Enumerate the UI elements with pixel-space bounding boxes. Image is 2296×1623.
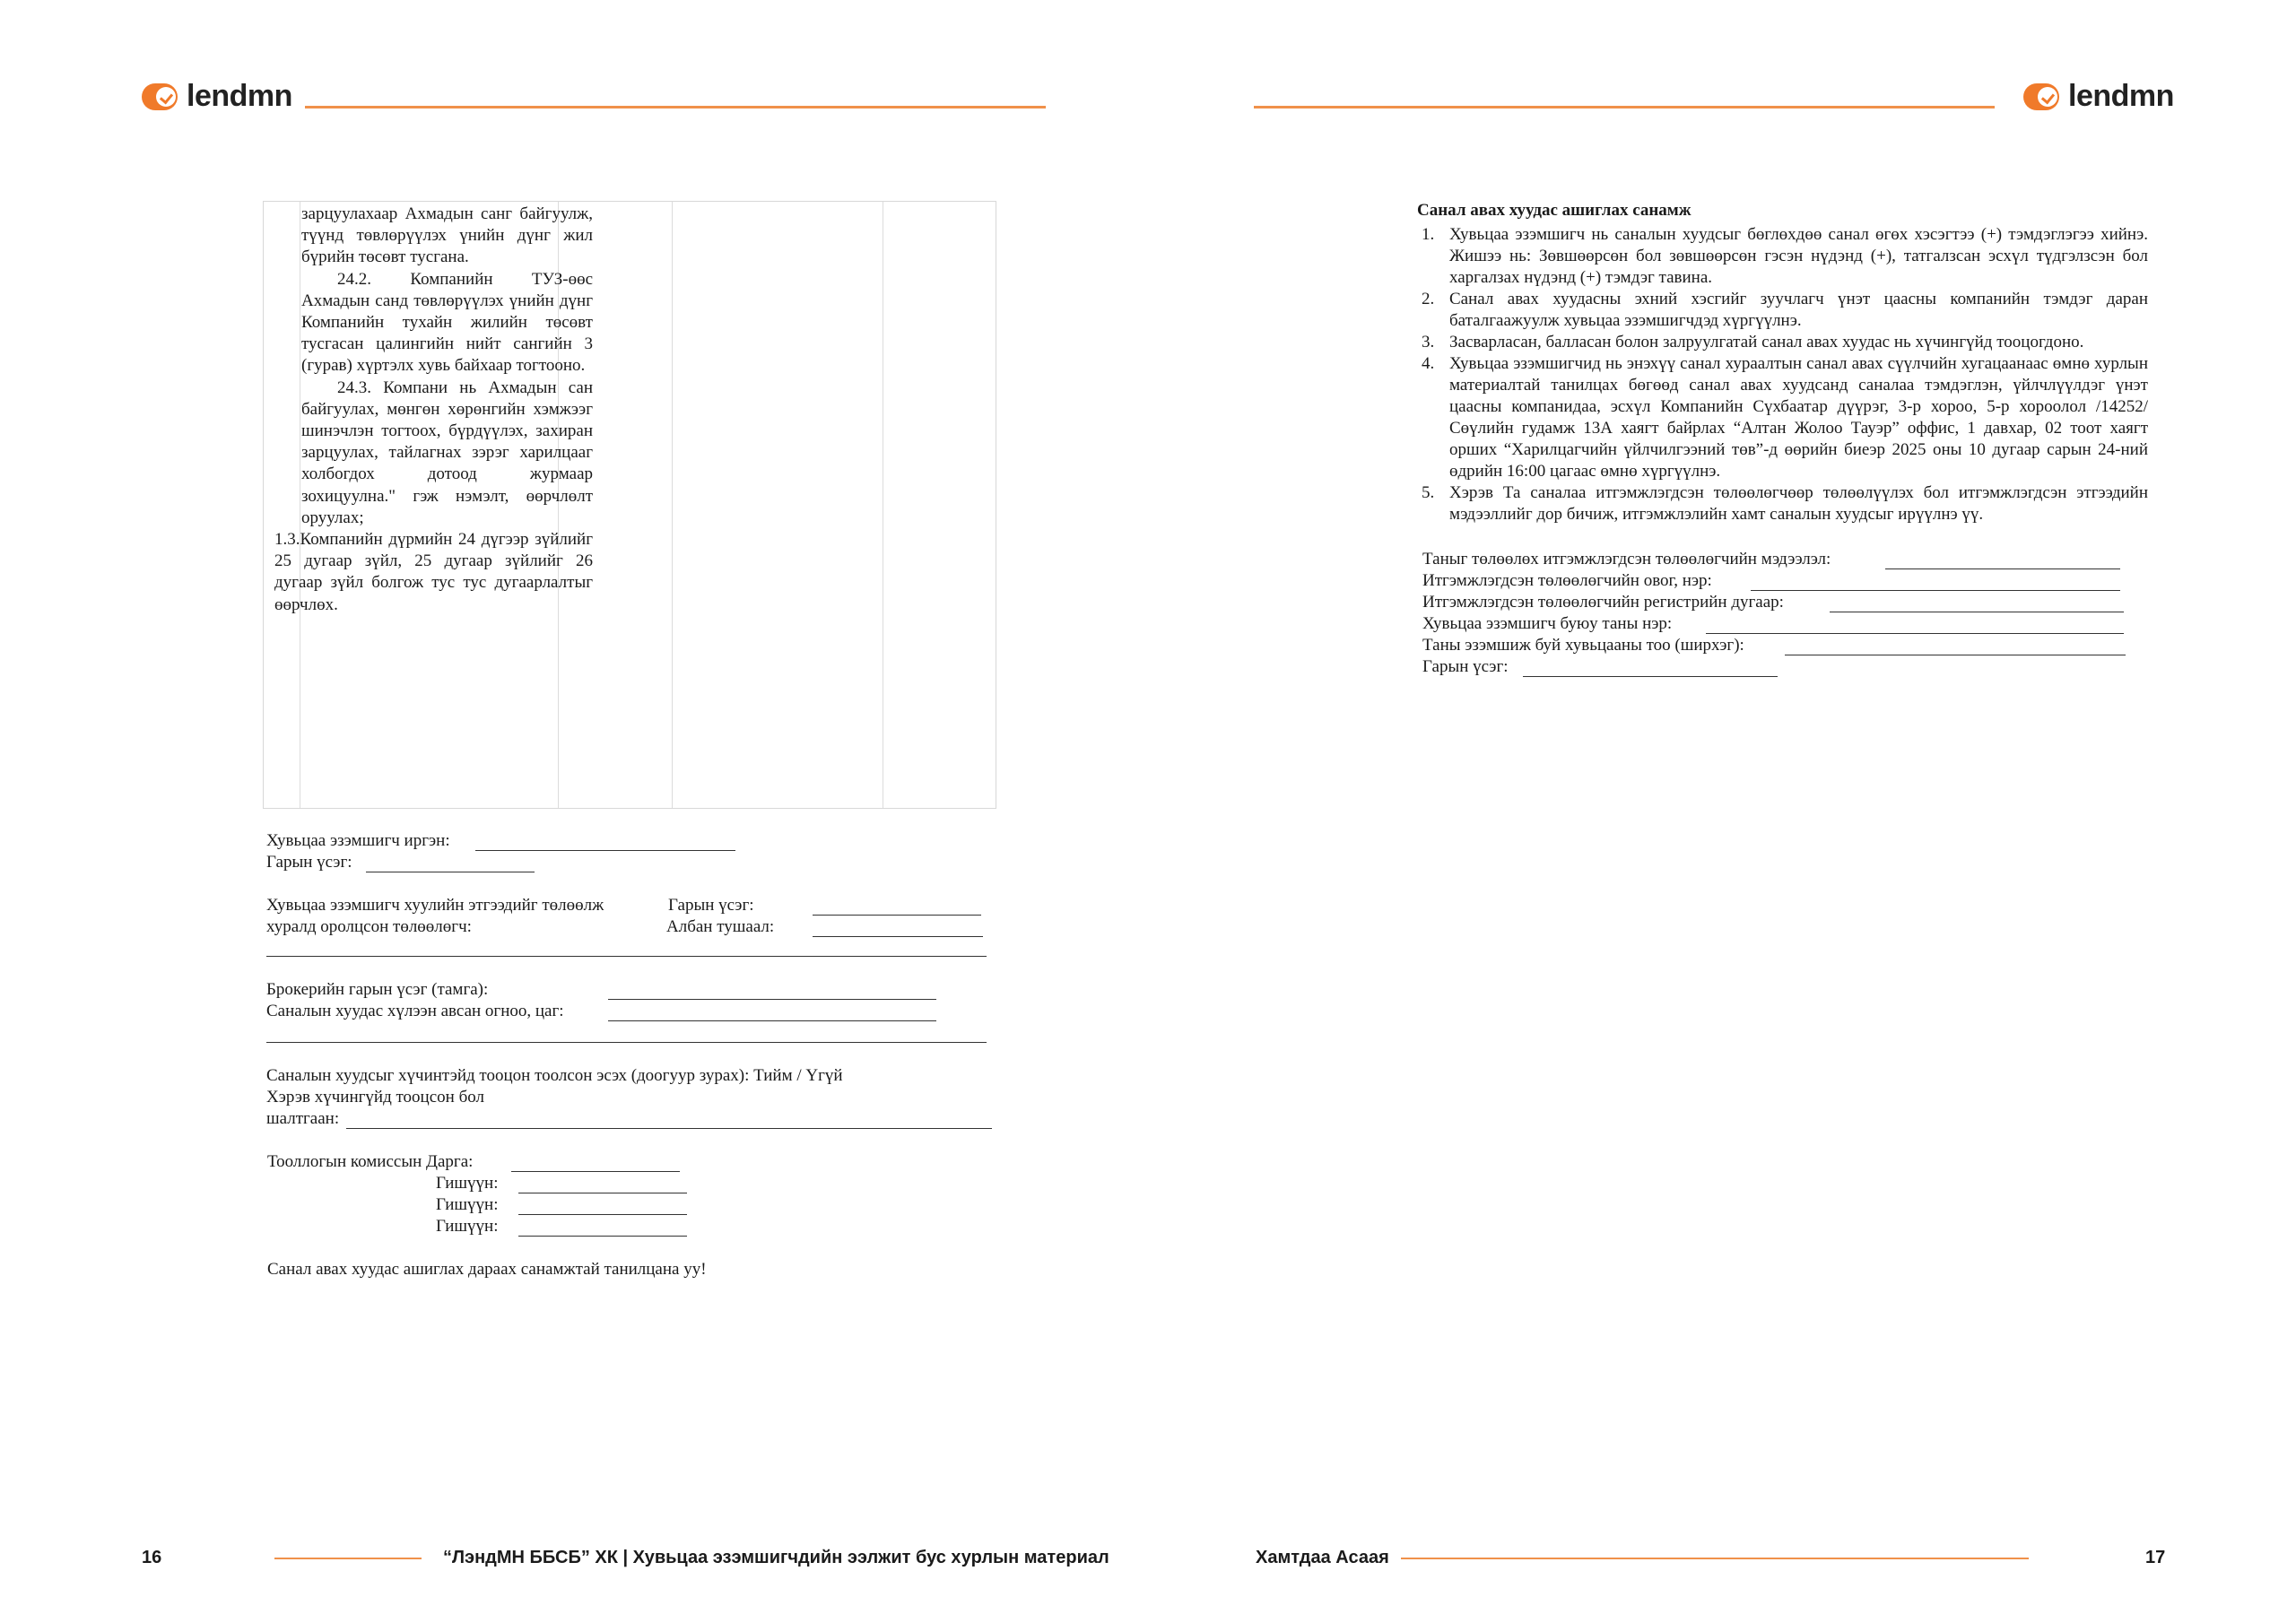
lendmn-logo-icon <box>2023 83 2059 110</box>
page-number-left: 16 <box>142 1548 162 1567</box>
shareholder-citizen-label: Хувьцаа эзэмшигч иргэн: <box>266 831 450 850</box>
brand-name: lendmn <box>2068 79 2174 113</box>
proxy-field-row: Гарын үсэг: <box>1422 656 1831 678</box>
shareholder-citizen-line[interactable] <box>475 850 735 851</box>
footer-rule-left <box>274 1558 422 1559</box>
proxy-field-row: Хувьцаа эзэмшигч буюу таны нэр: <box>1422 613 1831 635</box>
instructions-list <box>1417 224 2148 525</box>
legal-rep-position-line[interactable] <box>813 936 983 937</box>
legal-rep-label-2: хуралд оролцсон төлөөлөгч: <box>266 917 472 936</box>
commission-chair-label: Тооллогын комиссын Дарга: <box>267 1152 474 1171</box>
list-item: 1. Хувьцаа эзэмшигч нь саналын хуудсыг бөглөхдөө санал өгөх хэсэгтээ (+) тэмдэглэгээ хийнэ. Жишээ нь: Зөвшөөрсөн бол зөвшөөрсөн гэсэн нүдэнд (+), татгалзсан эсхүл түдгэлзсэн бол харгалзах нүдэнд (+) тэмдэг тавина. <box>1422 225 2148 287</box>
list-item: 2. Санал авах хуудасны эхний хэсгийг зуучлагч үнэт цаасны компанийн тэмдэг даран баталгаажуулж хувьцаа эзэмшигчдэд хүргүүлнэ. <box>1422 290 2148 330</box>
header-rule-right <box>1254 106 1995 108</box>
ballot-received-label: Саналын хуудас хүлээн авсан огноо, цаг: <box>266 1002 564 1020</box>
section-rule <box>266 1042 987 1043</box>
table-paragraph: 1.3.Компанийн дүрмийн 24 дүгээр зүйлийг 25 дугаар зүйл, 25 дугаар зүйлийг 26 дугаар зүйл болгож тус тус дугаарлалтыг өөрчлөх. <box>274 530 593 614</box>
broker-signature-line[interactable] <box>608 999 936 1000</box>
ballot-valid-label: Саналын хуудсыг хүчинтэйд тооцон тоолсон эсэх (доогуур зурах): Тийм / Үгүй <box>266 1066 843 1085</box>
proxy-name-line[interactable] <box>1751 590 2120 591</box>
legal-rep-label-1: Хувьцаа эзэмшигч хуулийн этгээдийг төлөөлж <box>266 896 604 915</box>
invalid-reason-label-1: Хэрэв хүчингүйд тооцсон бол <box>266 1088 484 1107</box>
member-label: Гишүүн: <box>436 1174 499 1193</box>
footer-title-left: “ЛэндМН ББСБ” ХК | Хувьцаа эзэмшигчдийн ээлжит бус хурлын материал <box>443 1548 1109 1567</box>
member-label: Гишүүн: <box>436 1217 499 1236</box>
member-line[interactable] <box>518 1236 687 1237</box>
footer-rule-right <box>1401 1558 2029 1559</box>
resolution-table <box>263 201 996 809</box>
instructions-title: Санал авах хуудас ашиглах санамж <box>1417 201 1692 220</box>
table-paragraph: 24.3. Компани нь Ахмадын сан байгуулах, мөнгөн хөрөнгийн хэмжээг шинэчлэн тогтоох, бүрдүүлэх, захиран зарцуулах, тайлагнах зэрэг харилцааг холбогдох дотоод журмаар зохицуулна." гэж нэмэлт, өөрчлөлт оруулах; <box>301 378 593 527</box>
list-item: 4. Хувьцаа эзэмшигчид нь энэхүү санал хураалтын санал авах сүүлчийн хугацаанаас өмнө хурлын материалтай танилцах бөгөөд санал авах хуудсанд саналаа тэмдэглэн, үйлчлүүлдэг үнэт цаасны компанидаа, эсхүл Компанийн Сүхбаатар дүүрэг, 3-р хороо, 5-р хороолол /14252/ Сөүлийн гудамж 13А хаягт байрлах “Алтан Жолоо Тауэр” оффис, 1 давхар, 02 тоот хаягт орших “Харилцагчийн үйлчилгээний төв”-д өөрийн биеэр 2025 оны 10 дугаар сарын 24-ний өдрийн 16:00 цагаас өмнө хүргүүлнэ. <box>1422 354 2148 481</box>
page-number-right: 17 <box>2145 1548 2166 1567</box>
proxy-info-line[interactable] <box>1885 568 2120 569</box>
brand-name: lendmn <box>187 79 292 113</box>
table-paragraph: 24.2. Компанийн ТУЗ-өөс Ахмадын санд төвлөрүүлэх үнийн дүнг Компанийн тухайн жилийн төсөвт тусгасан цалингийн нийт сангийн 3 (гурав) хүртэлх хувь байхаар тогтооно. <box>301 269 593 376</box>
ballot-received-line[interactable] <box>608 1020 936 1021</box>
table-cell-text <box>274 204 593 616</box>
brand-logo-left <box>142 79 292 114</box>
list-item: 5. Хэрэв Та саналаа итгэмжлэгдсэн төлөөлөгчөөр төлөөлүүлэх бол итгэмжлэгдсэн этгээдийн мэдээллийг дор бичиж, итгэмжлэлийн хамт саналын хуудсыг ирүүлнэ үү. <box>1422 483 2148 524</box>
table-paragraph: зарцуулахаар Ахмадын санг байгуулж, түүнд төвлөрүүлэх үнийн дүнг жил бүрийн төсөвт тусгана. <box>301 204 593 267</box>
list-item: 3. Засварласан, балласан болон залруулгатай санал авах хуудас нь хүчингүйд тооцогдоно. <box>1422 333 2084 352</box>
right-signature-line[interactable] <box>1523 676 1778 677</box>
invalid-reason-line[interactable] <box>346 1128 992 1129</box>
legal-rep-signature-line[interactable] <box>813 915 981 916</box>
legal-rep-position-label: Албан тушаал: <box>666 917 775 936</box>
lendmn-logo-icon <box>142 83 178 110</box>
legal-rep-signature-label: Гарын үсэг: <box>668 896 754 915</box>
read-note: Санал авах хуудас ашиглах дараах санамжтай танилцана уу! <box>267 1260 707 1279</box>
proxy-field-row: Таныг төлөөлөх итгэмжлэгдсэн төлөөлөгчийн мэдээлэл: <box>1422 549 1831 570</box>
header-rule-left <box>305 106 1046 108</box>
broker-signature-label: Брокерийн гарын үсэг (тамга): <box>266 980 489 999</box>
proxy-field-row: Таны эзэмшиж буй хувьцааны тоо (ширхэг): <box>1422 635 1831 656</box>
section-rule <box>266 956 987 957</box>
member-line[interactable] <box>518 1214 687 1215</box>
footer-title-right: Хамтдаа Асаая <box>1256 1548 1389 1567</box>
shareholder-name-line[interactable] <box>1706 633 2124 634</box>
brand-logo-right <box>2023 79 2174 114</box>
invalid-reason-label-2: шалтгаан: <box>266 1109 340 1128</box>
member-label: Гишүүн: <box>436 1195 499 1214</box>
commission-chair-line[interactable] <box>511 1171 680 1172</box>
proxy-fields <box>1422 549 1831 678</box>
signature-label: Гарын үсэг: <box>266 853 352 872</box>
proxy-field-row: Итгэмжлэгдсэн төлөөлөгчийн регистрийн дугаар: <box>1422 592 1831 613</box>
proxy-field-row: Итгэмжлэгдсэн төлөөлөгчийн овог, нэр: <box>1422 570 1831 592</box>
